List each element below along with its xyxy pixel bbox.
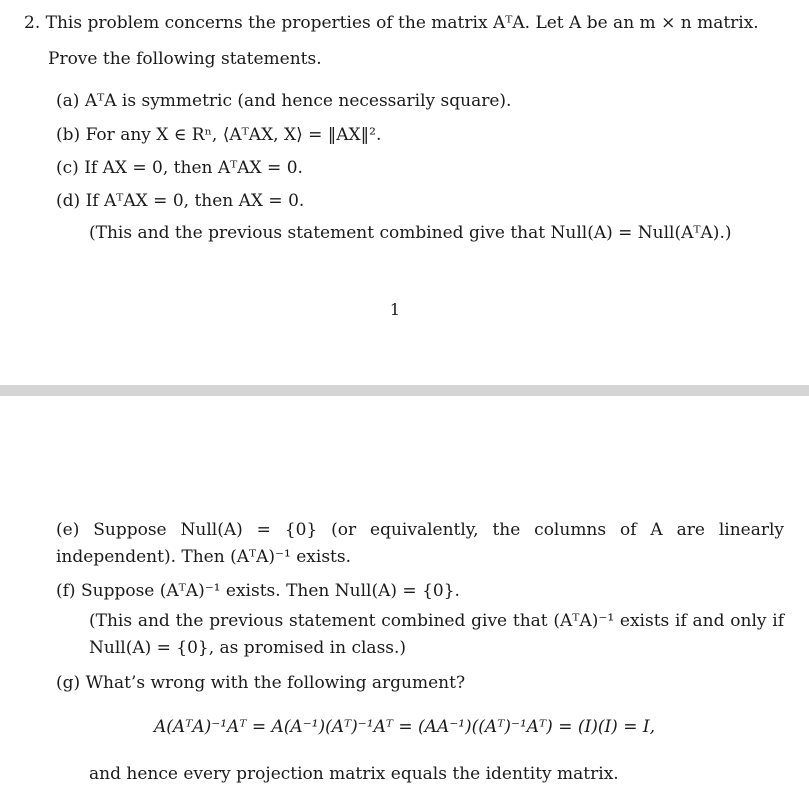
instruction-text: Prove the following statements. [48, 49, 322, 69]
problem-heading: 2. This problem concerns the properties of the matrix AᵀA. Let A be an m × n matrix. [24, 13, 759, 33]
item-text: What’s wrong with the following argument? [85, 673, 466, 693]
item-label: (b) [56, 125, 81, 145]
item-text: If AᵀAX = 0, then AX = 0. [85, 191, 305, 211]
item-text: Suppose Null(A) = {0} (or equivalently, the columns of A are linearly independent). Then (AᵀA)⁻¹ exists. [56, 520, 784, 567]
item-label: (c) [56, 158, 79, 178]
item-a [56, 90, 511, 112]
item-c [56, 157, 303, 179]
item-f [56, 580, 460, 602]
item-label: (d) [56, 191, 81, 211]
note-d: (This and the previous statement combined give that Null(A) = Null(AᵀA).) [89, 223, 732, 243]
item-label: (a) [56, 91, 80, 111]
item-label: (e) [56, 520, 80, 540]
item-text: If AX = 0, then AᵀAX = 0. [84, 158, 303, 178]
display-equation: A(AᵀA)⁻¹Aᵀ = A(A⁻¹)(Aᵀ)⁻¹Aᵀ = (AA⁻¹)((Aᵀ)⁻¹Aᵀ) = (I)(I) = I, [154, 717, 655, 737]
page-number: 1 [389, 300, 401, 319]
conclusion-text: and hence every projection matrix equals the identity matrix. [89, 764, 619, 784]
item-b [56, 124, 381, 146]
item-e [56, 517, 784, 571]
item-text: AᵀA is symmetric (and hence necessarily square). [84, 91, 512, 111]
note-f: (This and the previous statement combined give that (AᵀA)⁻¹ exists if and only if Null(A) = {0}, as promised in class.) [89, 611, 784, 658]
page-break [0, 385, 809, 396]
item-text: Suppose (AᵀA)⁻¹ exists. Then Null(A) = {0}. [80, 581, 460, 601]
item-g [56, 672, 465, 694]
item-text: For any X ∈ Rⁿ, ⟨AᵀAX, X⟩ = ‖AX‖². [85, 125, 382, 145]
item-d [56, 190, 304, 212]
item-label: (f) [56, 581, 76, 601]
item-label: (g) [56, 673, 81, 693]
